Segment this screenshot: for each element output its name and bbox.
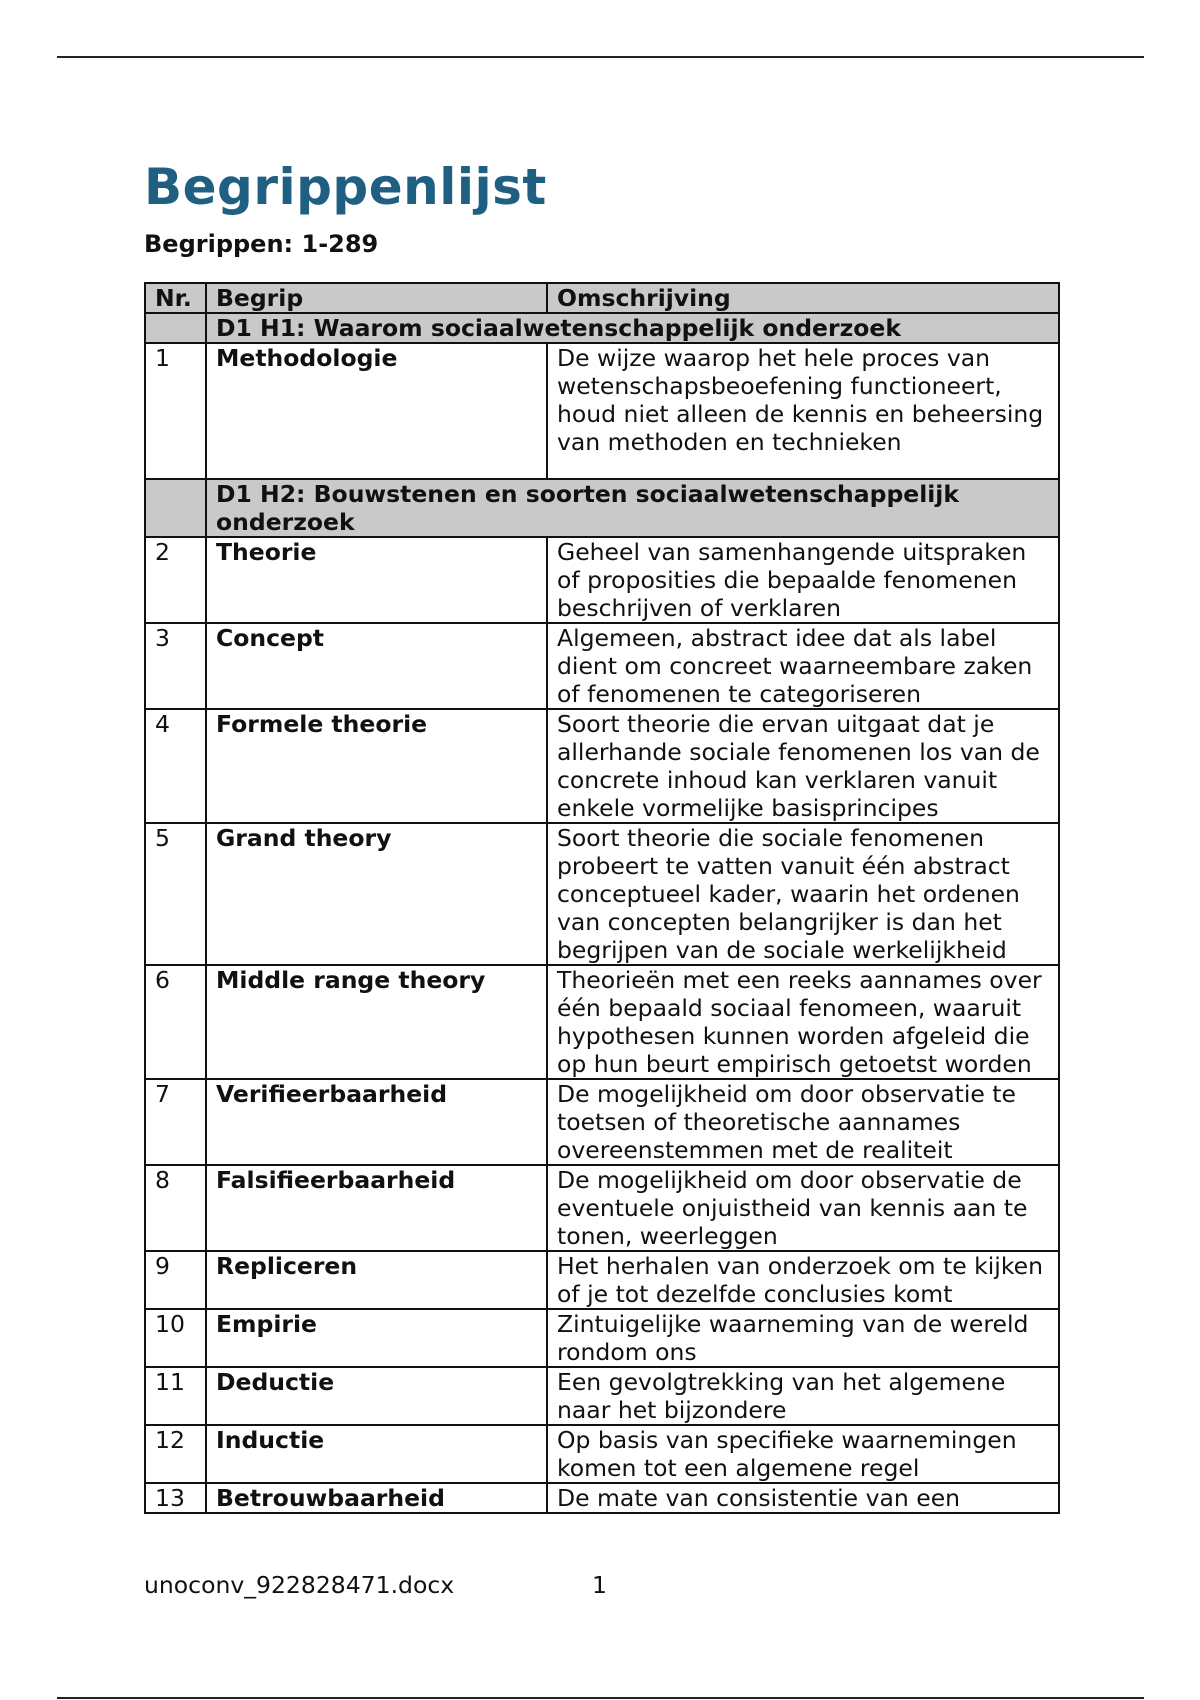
row-description: De wijze waarop het hele proces van wetenschapsbeoefening functioneert, houd niet alleen de kennis en beheersing van methoden en technieken: [547, 343, 1059, 479]
row-description: Een gevolgtrekking van het algemene naar het bijzondere: [547, 1367, 1059, 1425]
row-nr: 9: [145, 1251, 206, 1309]
row-nr: 2: [145, 537, 206, 623]
row-term: Methodologie: [206, 343, 547, 479]
header-nr: Nr.: [145, 283, 206, 313]
table-row: [145, 1079, 1059, 1165]
row-description: De mogelijkheid om door observatie de eventuele onjuistheid van kennis aan te tonen, weerleggen: [547, 1165, 1059, 1251]
row-nr: 7: [145, 1079, 206, 1165]
row-nr: 10: [145, 1309, 206, 1367]
section-row: [145, 313, 1059, 343]
row-description: Soort theorie die sociale fenomenen probeert te vatten vanuit één abstract conceptueel kader, waarin het ordenen van concepten belangrijker is dan het begrijpen van de sociale werkelijkheid: [547, 823, 1059, 965]
row-nr: 3: [145, 623, 206, 709]
row-nr: 8: [145, 1165, 206, 1251]
row-nr: 4: [145, 709, 206, 823]
header-description: Omschrijving: [547, 283, 1059, 313]
footer-rule: [57, 1697, 1144, 1699]
header-term: Begrip: [206, 283, 547, 313]
footer-page-number: 1: [592, 1571, 607, 1599]
row-description: De mate van consistentie van een: [547, 1483, 1059, 1513]
row-term: Concept: [206, 623, 547, 709]
row-term: Inductie: [206, 1425, 547, 1483]
row-term: Repliceren: [206, 1251, 547, 1309]
glossary-table: [144, 282, 1060, 1514]
section-heading: D1 H1: Waarom sociaalwetenschappelijk onderzoek: [206, 313, 1059, 343]
row-nr: 1: [145, 343, 206, 479]
table-row: [145, 1367, 1059, 1425]
table-row: [145, 1483, 1059, 1513]
row-description: Zintuigelijke waarneming van de wereld rondom ons: [547, 1309, 1059, 1367]
row-description: Theorieën met een reeks aannames over één bepaald sociaal fenomeen, waaruit hypothesen kunnen worden afgeleid die op hun beurt empirisch getoetst worden: [547, 965, 1059, 1079]
table-row: [145, 823, 1059, 965]
row-description: Algemeen, abstract idee dat als label dient om concreet waarneembare zaken of fenomenen te categoriseren: [547, 623, 1059, 709]
row-term: Falsifieerbaarheid: [206, 1165, 547, 1251]
table-row: [145, 623, 1059, 709]
row-description: Geheel van samenhangende uitspraken of proposities die bepaalde fenomenen beschrijven of verklaren: [547, 537, 1059, 623]
row-description: De mogelijkheid om door observatie te toetsen of theoretische aannames overeenstemmen met de realiteit: [547, 1079, 1059, 1165]
page-title: Begrippenlijst: [144, 158, 547, 216]
row-term: Grand theory: [206, 823, 547, 965]
row-description: Het herhalen van onderzoek om te kijken of je tot dezelfde conclusies komt: [547, 1251, 1059, 1309]
table-row: [145, 1425, 1059, 1483]
row-nr: 13: [145, 1483, 206, 1513]
table-row: [145, 1251, 1059, 1309]
table-row: [145, 709, 1059, 823]
row-term: Formele theorie: [206, 709, 547, 823]
section-heading: D1 H2: Bouwstenen en soorten sociaalwetenschappelijk onderzoek: [206, 479, 1059, 537]
table-row: [145, 537, 1059, 623]
table-row: [145, 965, 1059, 1079]
row-term: Middle range theory: [206, 965, 547, 1079]
header-rule: [57, 56, 1144, 58]
row-term: Verifieerbaarheid: [206, 1079, 547, 1165]
row-nr: 12: [145, 1425, 206, 1483]
row-term: Empirie: [206, 1309, 547, 1367]
row-description: Op basis van specifieke waarnemingen komen tot een algemene regel: [547, 1425, 1059, 1483]
row-term: Betrouwbaarheid: [206, 1483, 547, 1513]
table-row: [145, 1165, 1059, 1251]
footer-filename: unoconv_922828471.docx: [144, 1571, 455, 1599]
row-term: Theorie: [206, 537, 547, 623]
row-description: Soort theorie die ervan uitgaat dat je allerhande sociale fenomenen los van de concrete inhoud kan verklaren vanuit enkele vormelijke basisprincipes: [547, 709, 1059, 823]
table-row: [145, 1309, 1059, 1367]
section-nr-cell: [145, 479, 206, 537]
row-term: Deductie: [206, 1367, 547, 1425]
page-subtitle: Begrippen: 1-289: [144, 230, 379, 258]
row-nr: 11: [145, 1367, 206, 1425]
row-nr: 6: [145, 965, 206, 1079]
row-nr: 5: [145, 823, 206, 965]
table-header-row: [145, 283, 1059, 313]
section-nr-cell: [145, 313, 206, 343]
table-row: [145, 343, 1059, 479]
section-row: [145, 479, 1059, 537]
